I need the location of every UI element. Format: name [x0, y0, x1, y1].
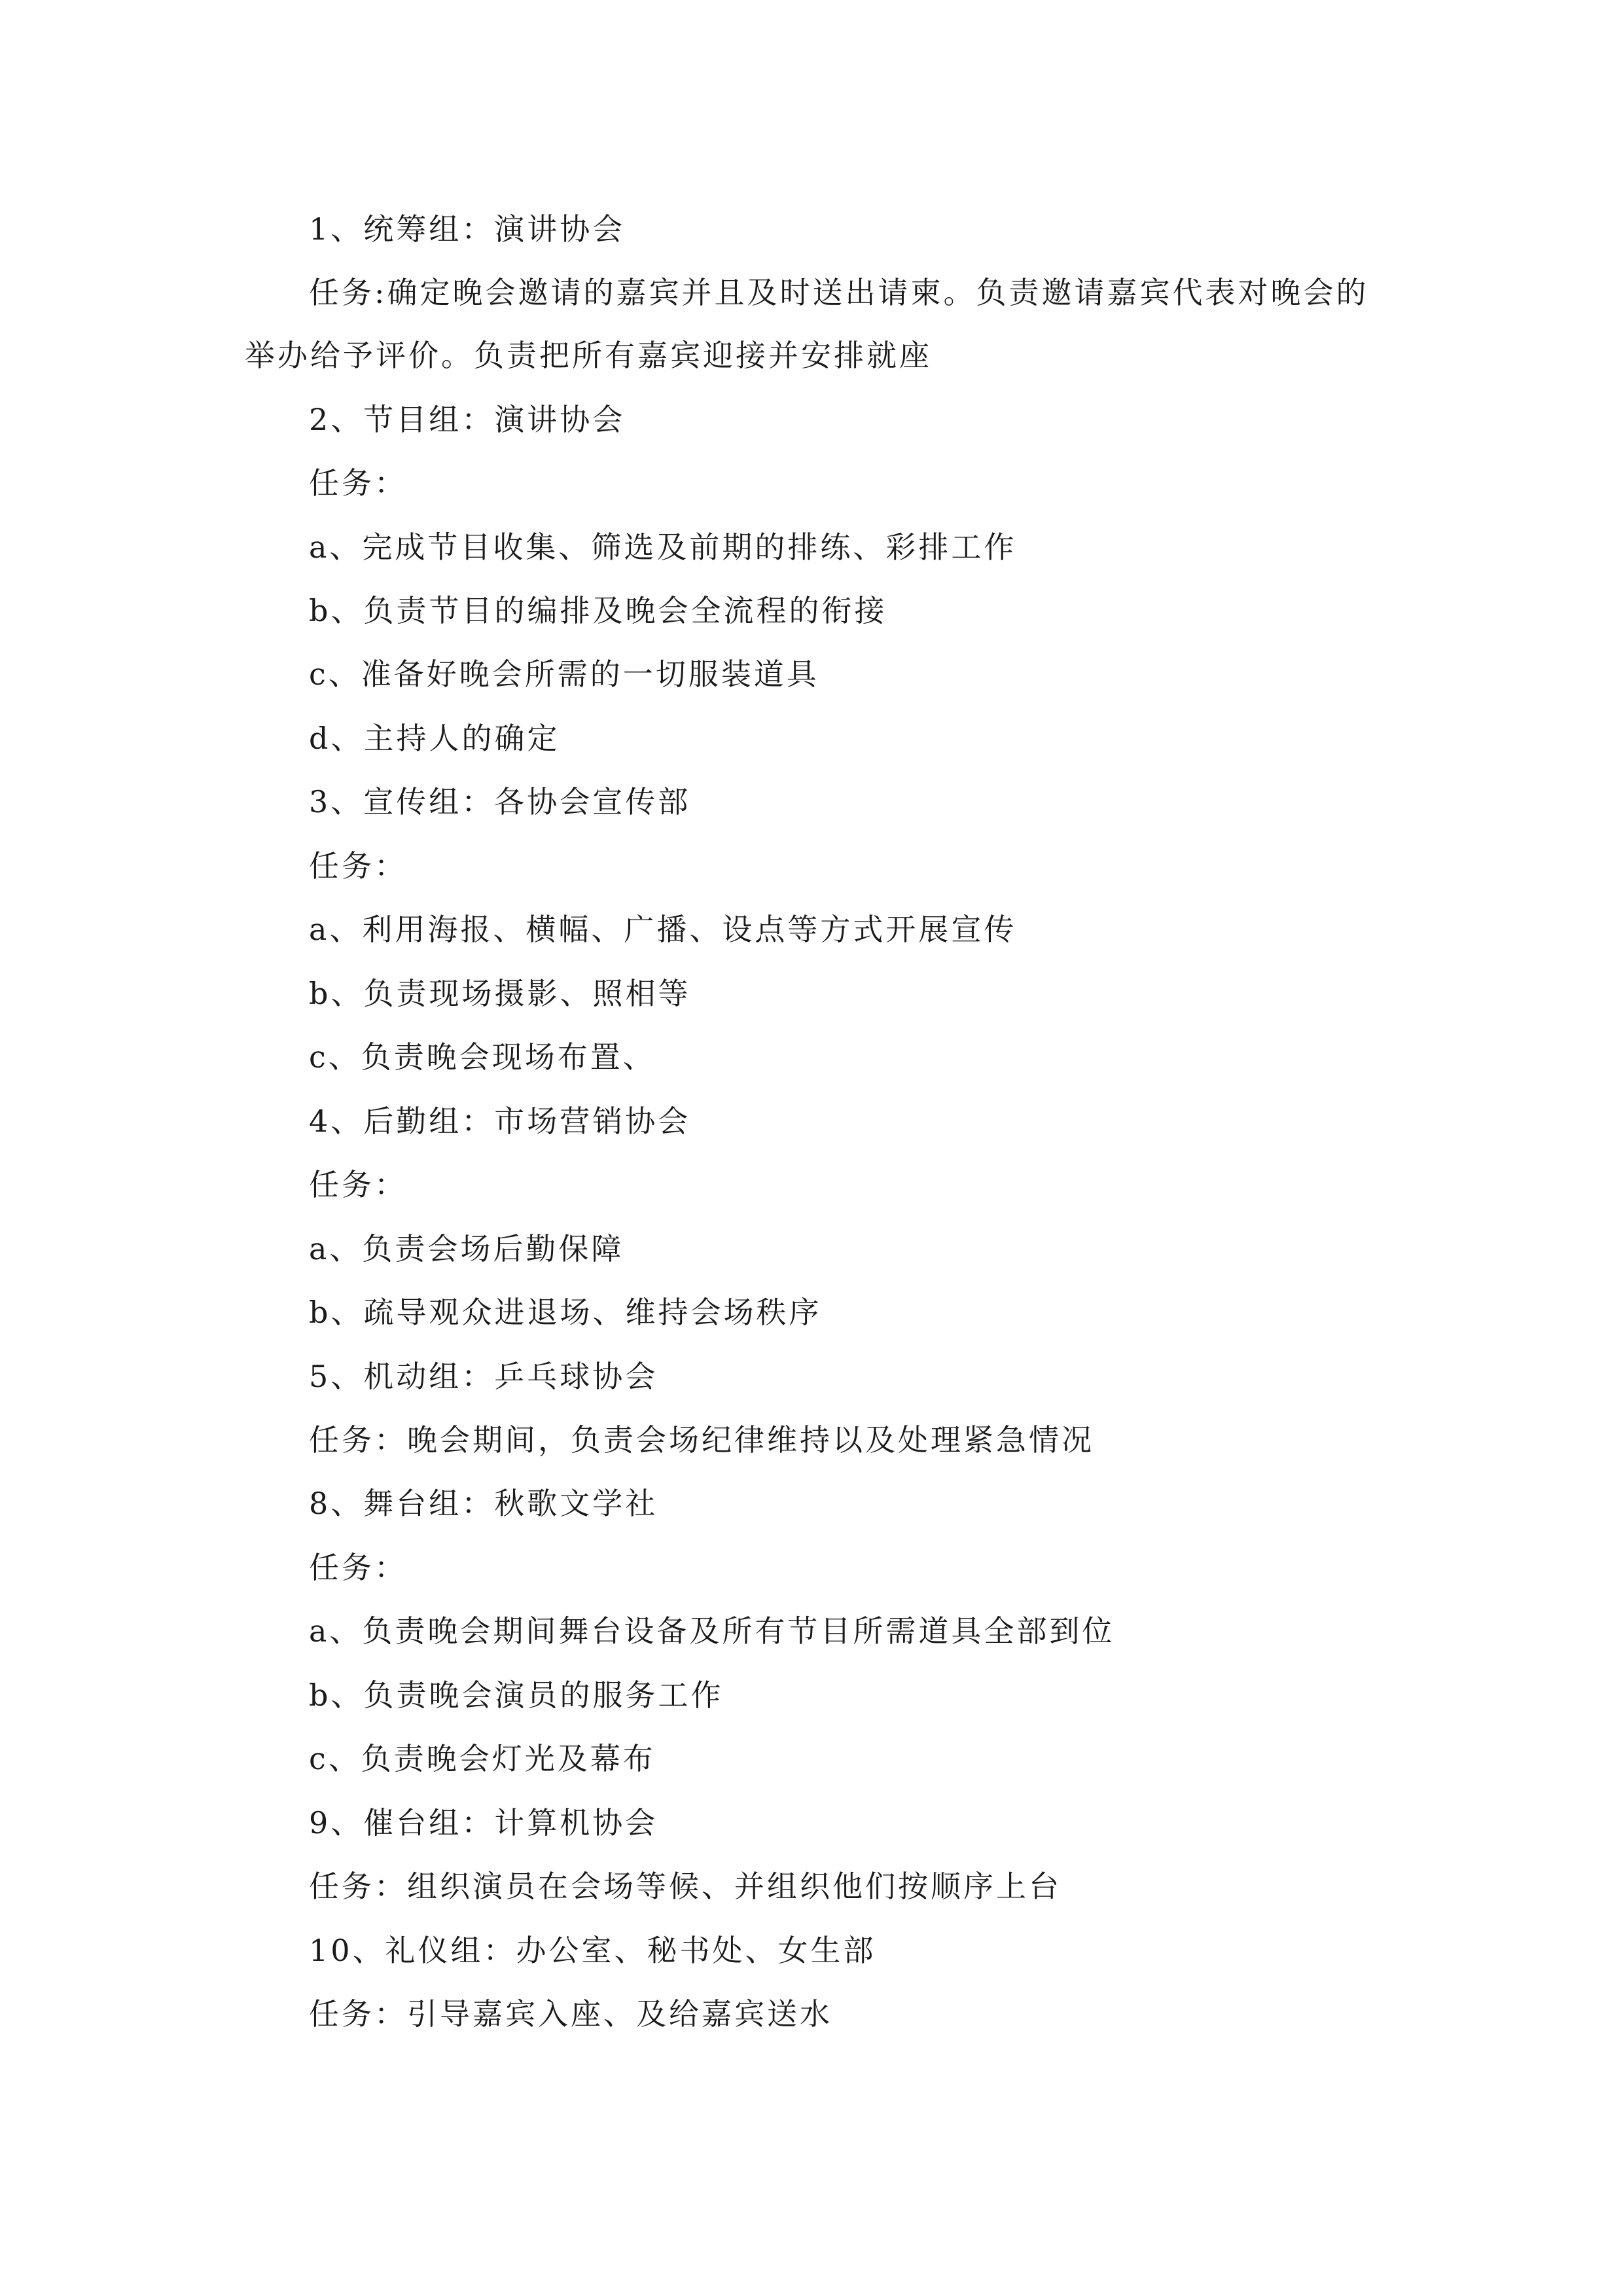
section-3-task-label: 任务：	[309, 848, 407, 884]
section-9-heading: 9、催台组：计算机协会	[309, 1805, 658, 1840]
section-8-item-b: b、负责晚会演员的服务工作	[309, 1677, 724, 1713]
section-2-task-label: 任务：	[309, 465, 407, 501]
section-8-heading: 8、舞台组：秋歌文学社	[309, 1486, 658, 1521]
section-3-item-a: a、利用海报、横幅、广播、设点等方式开展宣传	[309, 912, 1017, 947]
section-3-item-c: c、负责晚会现场布置、	[309, 1039, 656, 1075]
section-2-item-b: b、负责节目的编排及晚会全流程的衔接	[309, 593, 887, 628]
section-8-item-c: c、负责晚会灯光及幕布	[309, 1741, 656, 1776]
section-4-item-a: a、负责会场后勤保障	[309, 1231, 624, 1266]
section-1-task-line2: 举办给予评价。负责把所有嘉宾迎接并安排就座	[245, 338, 932, 373]
section-5-heading: 5、机动组：乒乓球协会	[309, 1359, 658, 1394]
section-8-item-a: a、负责晚会期间舞台设备及所有节目所需道具全部到位	[309, 1613, 1115, 1649]
section-9-task: 任务：组织演员在会场等候、并组织他们按顺序上台	[309, 1869, 1061, 1904]
section-2-item-a: a、完成节目收集、筛选及前期的排练、彩排工作	[309, 529, 1017, 565]
section-1-task-line1: 任务:确定晚会邀请的嘉宾并且及时送出请柬。负责邀请嘉宾代表对晚会的	[309, 275, 1369, 310]
section-4-task-label: 任务：	[309, 1167, 407, 1202]
section-3-heading: 3、宣传组：各协会宣传部	[309, 784, 691, 819]
section-8-task-label: 任务：	[309, 1550, 407, 1585]
section-2-heading: 2、节目组：演讲协会	[309, 402, 626, 437]
section-10-task: 任务：引导嘉宾入座、及给嘉宾送水	[309, 1996, 832, 2032]
section-5-task: 任务：晚会期间，负责会场纪律维持以及处理紧急情况	[309, 1422, 1094, 1458]
section-10-heading: 10、礼仪组：办公室、秘书处、女生部	[309, 1933, 876, 1968]
section-3-item-b: b、负责现场摄影、照相等	[309, 976, 691, 1011]
section-2-item-c: c、准备好晚会所需的一切服装道具	[309, 656, 819, 692]
section-4-heading: 4、后勤组：市场营销协会	[309, 1103, 691, 1139]
section-1-heading: 1、统筹组：演讲协会	[309, 211, 626, 247]
section-4-item-b: b、疏导观众进退场、维持会场秩序	[309, 1295, 822, 1330]
section-2-item-d: d、主持人的确定	[309, 721, 560, 756]
